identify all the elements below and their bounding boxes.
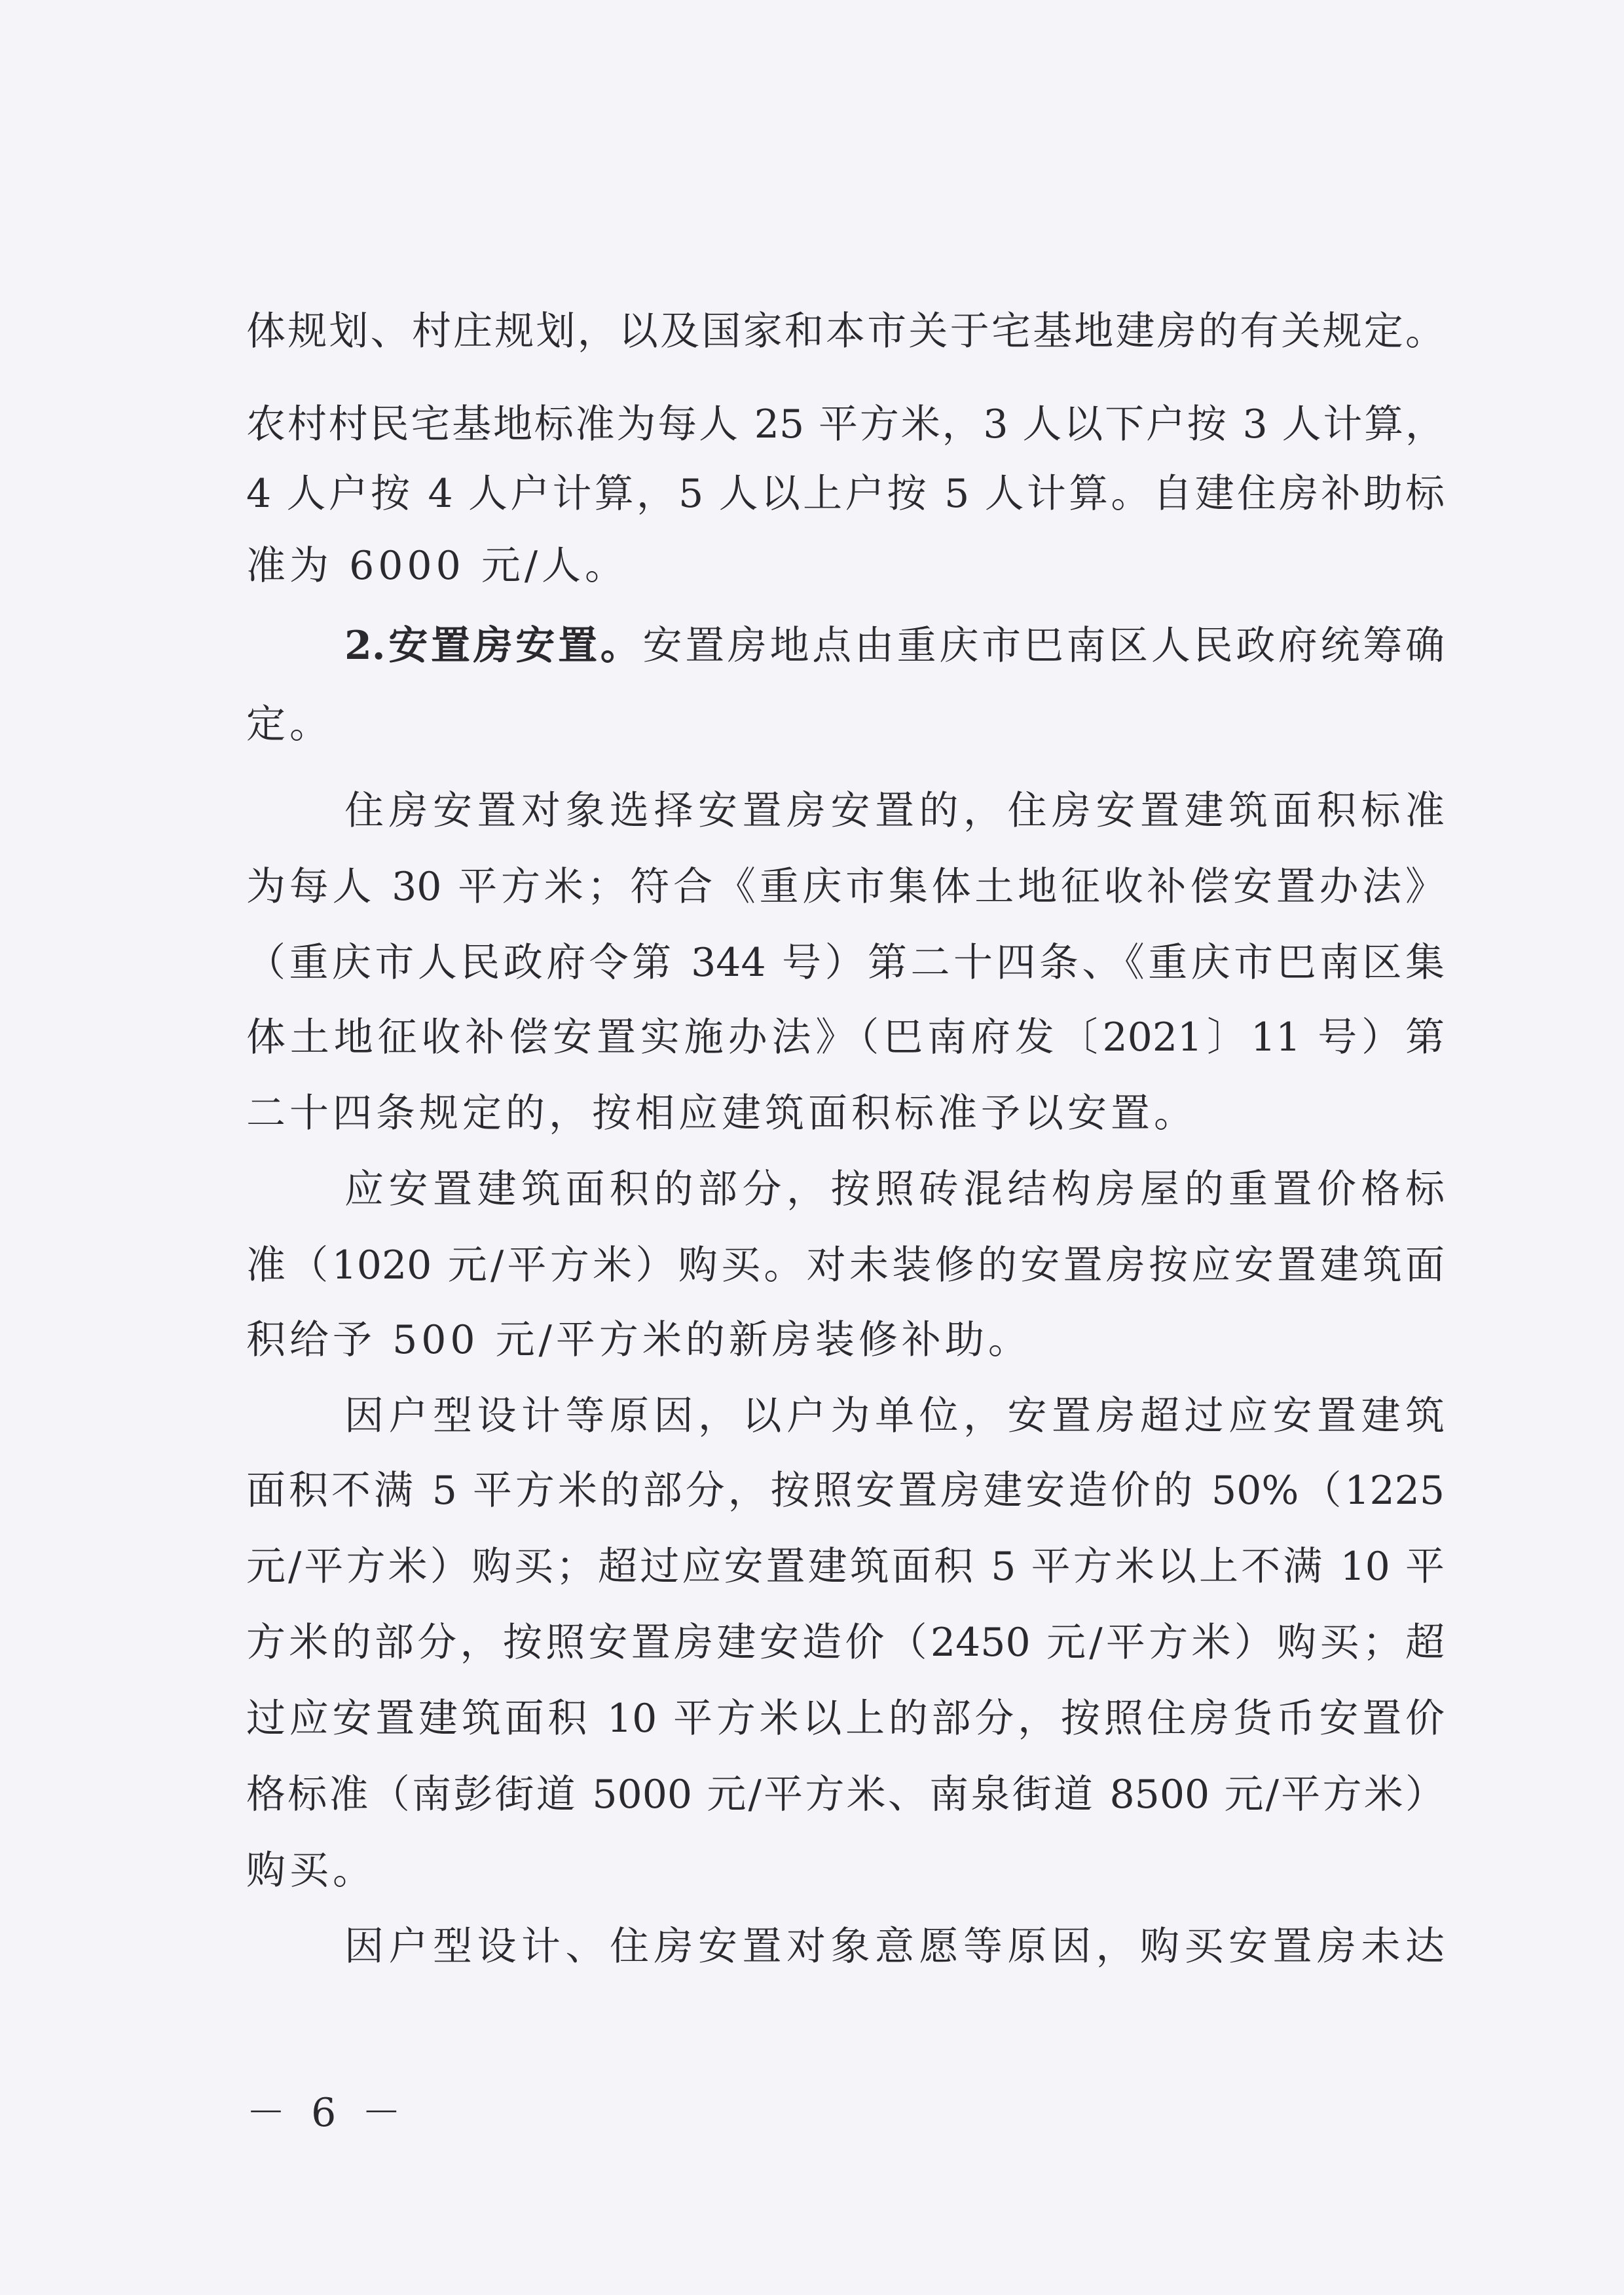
text-line: 为每人 30 平方米；符合《重庆市集体土地征收补偿安置办法》: [246, 864, 1445, 910]
text-line: 过应安置建筑面积 10 平方米以上的部分，按照住房货币安置价: [246, 1696, 1445, 1742]
text-line: 积给予 500 元/平方米的新房装修补助。: [246, 1317, 1031, 1363]
text-line: 4 人户按 4 人户计算，5 人以上户按 5 人计算。自建住房补助标: [246, 471, 1445, 517]
paragraph-heading-line: [344, 622, 1445, 669]
text-line: 住房安置对象选择安置房安置的，住房安置建筑面积标准: [344, 788, 1445, 834]
text-line: 准为 6000 元/人。: [246, 543, 629, 589]
section-heading: 2.安置房安置。: [344, 623, 643, 669]
text-line: 因户型设计、住房安置对象意愿等原因，购买安置房未达: [344, 1924, 1445, 1969]
text-line: 二十四条规定的，按相应建筑面积标准予以安置。: [246, 1091, 1197, 1136]
text-line: 农村村民宅基地标准为每人 25 平方米，3 人以下户按 3 人计算，: [246, 401, 1445, 447]
text-line: 定。: [246, 701, 333, 747]
text-line: 元/平方米）购买；超过应安置建筑面积 5 平方米以上不满 10 平: [246, 1544, 1445, 1590]
text-line: 格标准（南彭街道 5000 元/平方米、南泉街道 8500 元/平方米）: [246, 1772, 1445, 1818]
text-line: 体土地征收补偿安置实施办法》（巴南府发〔2021〕11 号）第: [246, 1015, 1445, 1060]
text-line: 准（1020 元/平方米）购买。对未装修的安置房按应安置建筑面: [246, 1242, 1445, 1288]
text-line: 体规划、村庄规划，以及国家和本市关于宅基地建房的有关规定。: [246, 308, 1445, 354]
text-line: 应安置建筑面积的部分，按照砖混结构房屋的重置价格标: [344, 1166, 1445, 1212]
text-line: 面积不满 5 平方米的部分，按照安置房建安造价的 50%（1225: [246, 1468, 1445, 1514]
page-number: － 6 －: [246, 2090, 408, 2136]
text-span: 安置房地点由重庆市巴南区人民政府统筹确: [642, 623, 1445, 669]
text-line: （重庆市人民政府令第 344 号）第二十四条、《重庆市巴南区集: [246, 940, 1445, 986]
text-line: 因户型设计等原因，以户为单位，安置房超过应安置建筑: [344, 1393, 1445, 1439]
text-line: 方米的部分，按照安置房建安造价（2450 元/平方米）购买；超: [246, 1620, 1445, 1666]
text-line: 购买。: [246, 1848, 376, 1894]
